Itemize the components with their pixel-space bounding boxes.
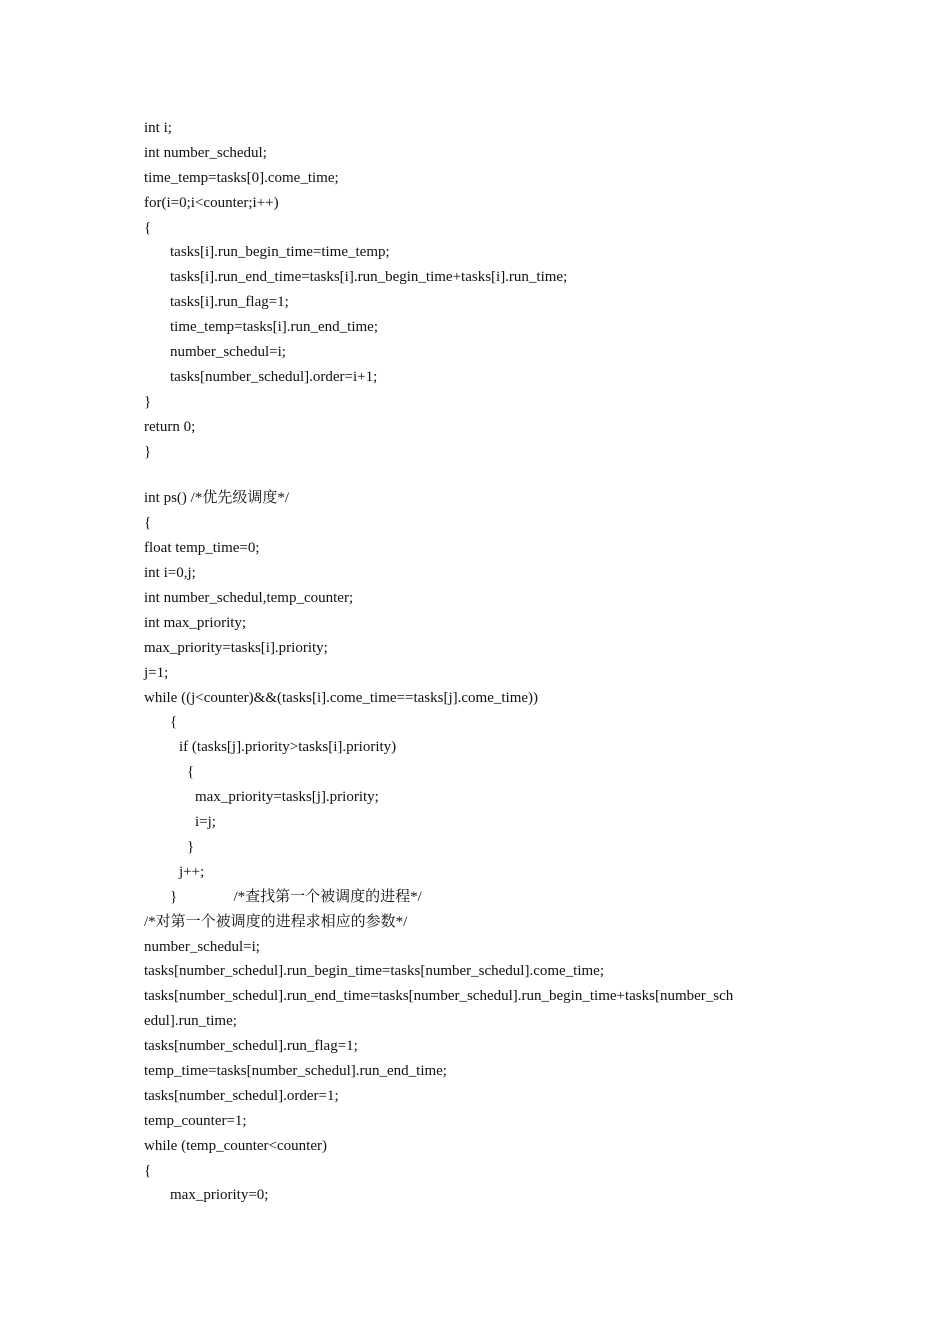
code-line: { [187, 764, 195, 781]
code-line: while (temp_counter<counter) [144, 1137, 327, 1154]
code-line: } [187, 838, 195, 855]
code-line: int i; [144, 120, 172, 136]
code-line: int number_schedul; [144, 144, 267, 161]
code-line: if (tasks[j].priority>tasks[i].priority) [179, 739, 397, 756]
code-line: time_temp=tasks[i].run_end_time; [170, 319, 379, 336]
code-line: float temp_time=0; [144, 540, 260, 557]
code-line: i=j; [195, 814, 216, 831]
code-line: { [144, 515, 152, 532]
code-line: int ps() /*优先级调度*/ [144, 490, 289, 507]
code-line: tasks[number_schedul].order=i+1; [170, 368, 378, 385]
blank-line [144, 464, 824, 486]
code-line: } [144, 443, 152, 460]
code-line: tasks[number_schedul].run_begin_time=tasks[number_schedul].come_time; [144, 963, 605, 980]
code-line: { [144, 1162, 152, 1179]
code-line: tasks[number_schedul].run_end_time=tasks[number_schedul].run_begin_time+tasks[number_sch [144, 988, 734, 1005]
code-line: int max_priority; [144, 614, 247, 631]
code-line: { [144, 219, 152, 236]
code-line: max_priority=tasks[j].priority; [195, 789, 379, 806]
code-line: edul].run_time; [144, 1013, 237, 1030]
code-line: while ((j<counter)&&(tasks[i].come_time==tasks[j].come_time)) [144, 689, 539, 706]
code-listing [144, 116, 824, 1208]
code-line: number_schedul=i; [144, 938, 260, 955]
code-line: tasks[number_schedul].run_flag=1; [144, 1038, 358, 1055]
code-line: return 0; [144, 418, 196, 435]
code-line: temp_counter=1; [144, 1112, 247, 1129]
code-line: number_schedul=i; [170, 344, 286, 361]
code-line: int i=0,j; [144, 565, 196, 582]
code-line: for(i=0;i<counter;i++) [144, 194, 279, 211]
code-line: tasks[i].run_end_time=tasks[i].run_begin_time+tasks[i].run_time; [170, 269, 568, 286]
code-comment-line: /*对第一个被调度的进程求相应的参数*/ [144, 913, 408, 930]
code-line: tasks[i].run_begin_time=time_temp; [170, 244, 390, 261]
code-line: int number_schedul,temp_counter; [144, 590, 354, 607]
code-line: time_temp=tasks[0].come_time; [144, 169, 339, 186]
code-line: j=1; [144, 664, 169, 681]
code-line: } /*查找第一个被调度的进程*/ [170, 888, 422, 905]
code-line: max_priority=0; [170, 1187, 269, 1204]
code-line: } [144, 393, 152, 410]
code-line: temp_time=tasks[number_schedul].run_end_time; [144, 1062, 447, 1079]
code-line: j++; [179, 863, 205, 880]
code-line: tasks[number_schedul].order=1; [144, 1087, 339, 1104]
code-line: max_priority=tasks[i].priority; [144, 639, 328, 656]
code-line: { [170, 714, 178, 731]
code-line: tasks[i].run_flag=1; [170, 294, 289, 311]
